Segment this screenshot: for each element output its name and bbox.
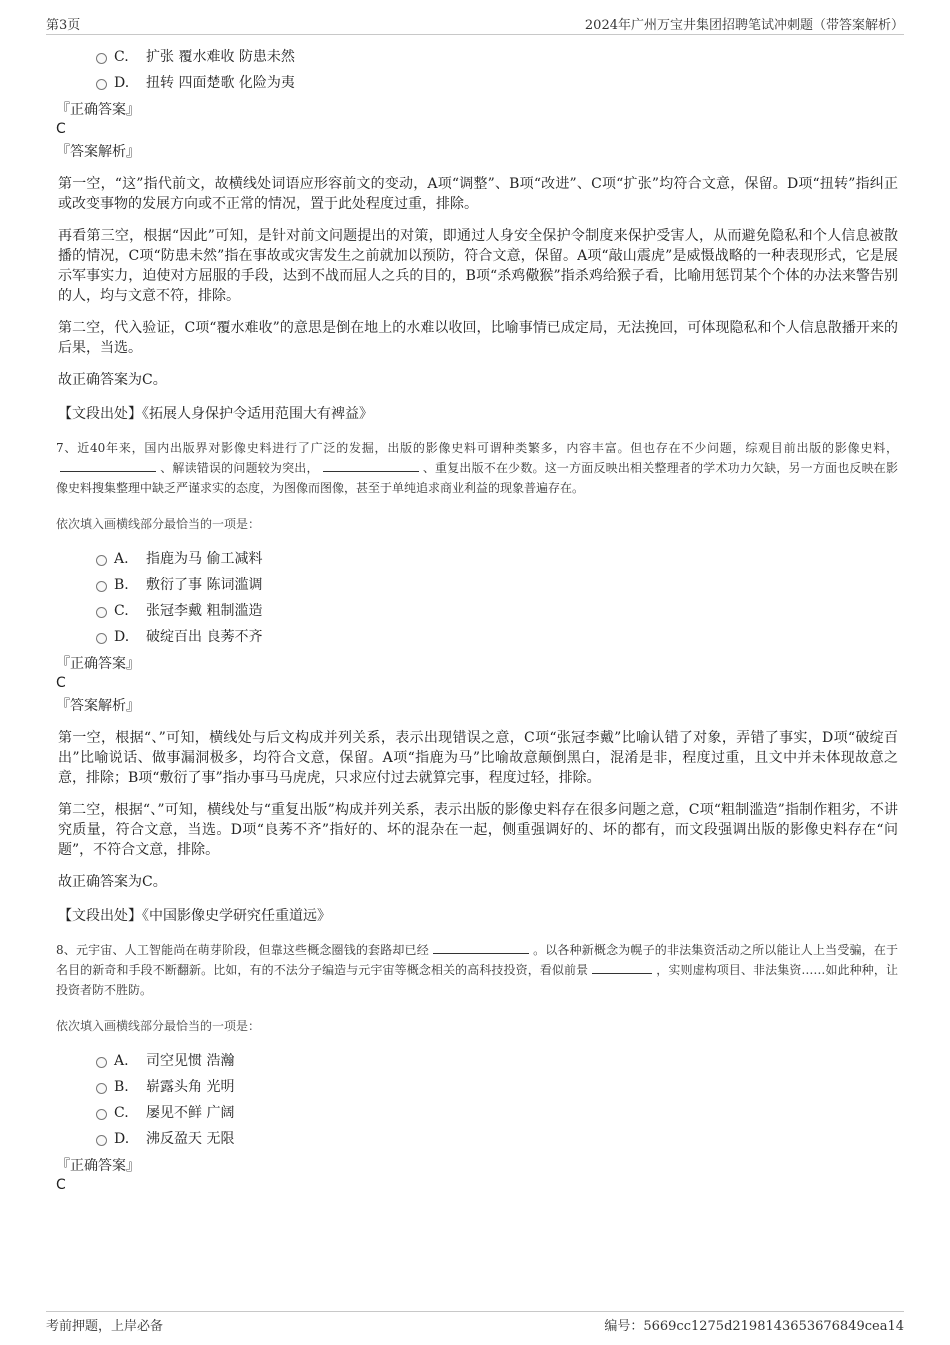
blank-line [592,961,652,974]
blank-line [323,459,419,472]
document-id: 编号：5669cc1275d2198143653676849cea14 [604,1319,904,1334]
option-d[interactable]: D. 扭转 四面楚歌 化险为夷 [56,70,898,96]
page-footer [46,1311,904,1337]
analysis-paragraph: 第一空，“这”指代前文，故横线处词语应形容前文的变动，A项“调整”、B项“改进”、C项“扩张”均符合文意，保留。D项“扭转”指纠正或改变事物的发展方向或不正常的情况，置于此处程度过重，排除。 [58,176,898,212]
question-prompt: 依次填入画横线部分最恰当的一项是： [56,517,261,531]
option-c[interactable]: C. 屡见不鲜 广阔 [56,1100,898,1126]
blank-line [60,459,156,472]
option-b[interactable]: B. 敷衍了事 陈词滥调 [56,572,898,598]
radio-icon[interactable] [96,1057,107,1068]
source-citation: 【文段出处】《中国影像史学研究任重道远》 [58,908,331,924]
answer-label: 『正确答案』 [56,1158,140,1174]
analysis-label: 『答案解析』 [56,144,140,160]
content [56,44,898,1194]
q6-options [56,44,898,96]
answer-label: 『正确答案』 [56,102,140,118]
option-a[interactable]: A. 司空见惯 浩瀚 [56,1048,898,1074]
radio-icon[interactable] [96,581,107,592]
radio-icon[interactable] [96,1109,107,1120]
question-8-stem: 8、元宇宙、人工智能尚在萌芽阶段，但靠这些概念圈钱的套路却已经 。以各种新概念为幌子的非法集资活动之所以能让人上当受骗，在于名目的新奇和手段不断翻新。比如，有的不法分子编造与元宇宙等概念相关的高科技投资，看似前景 ，实则虚构项目、非法集资……如此种种，让投资者防不胜防。 [56,943,898,997]
blank-line [433,941,529,954]
radio-icon[interactable] [96,555,107,566]
option-a[interactable]: A. 指鹿为马 偷工减料 [56,546,898,572]
q7-options [56,546,898,650]
option-b[interactable]: B. 崭露头角 光明 [56,1074,898,1100]
answer-value: C [56,1177,66,1193]
option-d[interactable]: D. 破绽百出 良莠不齐 [56,624,898,650]
answer-label: 『正确答案』 [56,656,140,672]
page-header [46,14,904,35]
q8-options [56,1048,898,1152]
radio-icon[interactable] [96,53,107,64]
radio-icon[interactable] [96,1083,107,1094]
question-7-stem: 7、近40年来，国内出版界对影像史料进行了广泛的发掘，出版的影像史料可谓种类繁多，内容丰富。但也存在不少问题，综观目前出版的影像史料，、解读错误的问题较为突出， 、重复出版不在少数。这一方面反映出相关整理者的学术功力欠缺，另一方面也反映在影像史料搜集整理中缺乏严谨求实的态度，为图像而图像，甚至于单纯追求商业利益的现象普遍存在。 [56,441,898,495]
source-citation: 【文段出处】《拓展人身保护令适用范围大有裨益》 [58,406,373,422]
radio-icon[interactable] [96,607,107,618]
question-prompt: 依次填入画横线部分最恰当的一项是： [56,1019,261,1033]
radio-icon[interactable] [96,633,107,644]
analysis-conclusion: 故正确答案为C。 [58,874,167,890]
footer-slogan: 考前押题，上岸必备 [46,1319,164,1334]
analysis-paragraph: 再看第三空，根据“因此”可知，是针对前文问题提出的对策，即通过人身安全保护令制度来保护受害人，从而避免隐私和个人信息被散播的情况，C项“防患未然”指在事故或灾害发生之前就加以预防，符合文意，保留。A项“敲山震虎”是威慑战略的一种表现形式，它是展示军事实力，迫使对方屈服的手段，达到不战而屈人之兵的目的，B项“杀鸡儆猴”指杀鸡给猴子看，比喻用惩罚某个个体的办法来警告别的人，均与文意不符，排除。 [58,228,898,304]
analysis-paragraph: 第一空，根据“、”可知，横线处与后文构成并列关系，表示出现错误之意，C项“张冠李戴”比喻认错了对象，弄错了事实，D项“破绽百出”比喻说话、做事漏洞极多，均符合文意，保留。A项“指鹿为马”比喻故意颠倒黑白，混淆是非，程度过重，且文中并未体现故意之意，排除；B项“敷衍了事”指办事马马虎虎，只求应付过去就算完事，程度过轻，排除。 [58,730,898,786]
page-number: 第3页 [46,18,81,33]
option-d[interactable]: D. 沸反盈天 无限 [56,1126,898,1152]
answer-value: C [56,675,66,691]
analysis-paragraph: 第二空，代入验证，C项“覆水难收”的意思是倒在地上的水难以收回，比喻事情已成定局，无法挽回，可体现隐私和个人信息散播开来的后果，当选。 [58,320,898,356]
analysis-conclusion: 故正确答案为C。 [58,372,167,388]
analysis-label: 『答案解析』 [56,698,140,714]
answer-value: C [56,121,66,137]
document-title: 2024年广州万宝井集团招聘笔试冲刺题（带答案解析） [584,18,904,33]
option-c[interactable]: C. 张冠李戴 粗制滥造 [56,598,898,624]
option-c[interactable]: C. 扩张 覆水难收 防患未然 [56,44,898,70]
radio-icon[interactable] [96,1135,107,1146]
radio-icon[interactable] [96,79,107,90]
analysis-paragraph: 第二空，根据“、”可知，横线处与“重复出版”构成并列关系，表示出版的影像史料存在很多问题之意，C项“粗制滥造”指制作粗劣，不讲究质量，符合文意，当选。D项“良莠不齐”指好的、坏的混杂在一起，侧重强调好的、坏的都有，而文段强调出版的影像史料存在“问题”，不符合文意，排除。 [58,802,898,858]
